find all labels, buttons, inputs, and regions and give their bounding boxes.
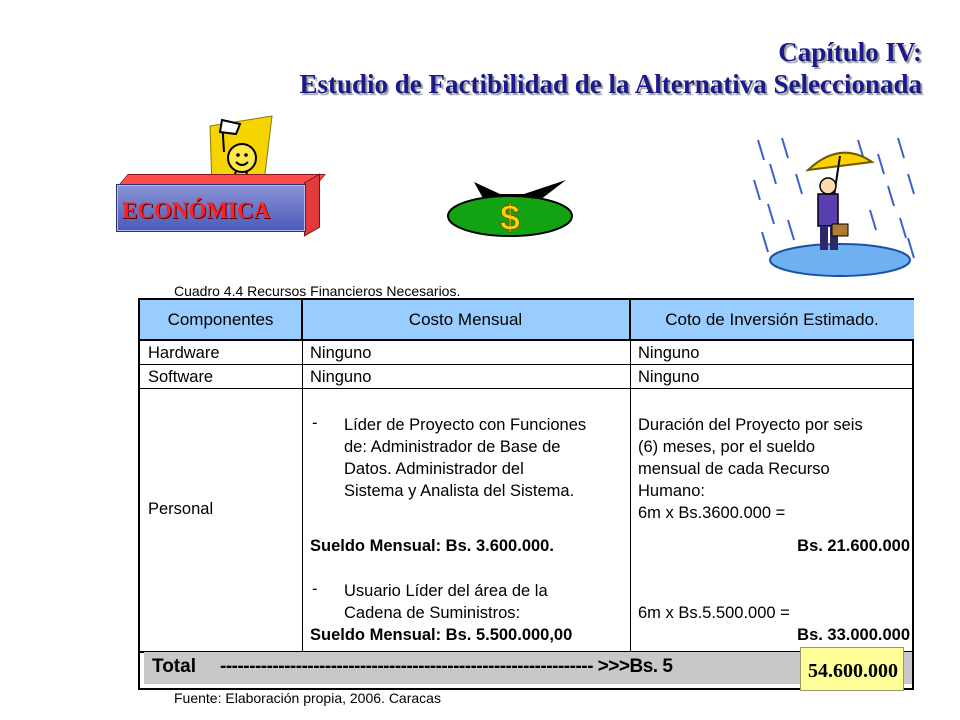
rain-umbrella-person-icon (748, 134, 924, 284)
col-divider-1 (302, 300, 303, 652)
lider-line-2: de: Administrador de Base de (344, 438, 561, 456)
header-costo-mensual: Costo Mensual (302, 300, 630, 340)
money-bag-icon (444, 178, 580, 238)
economica-clipart (112, 112, 322, 242)
lider-line-4: Sistema y Analista del Sistema. (344, 482, 575, 500)
row-divider-hardware (140, 364, 912, 365)
calc-1: 6m x Bs.3600.000 = (638, 504, 786, 522)
total-leader: ---------------------------------------------------------------- >>>Bs. 5 (220, 656, 673, 677)
badge-label: ECONÓMICA (122, 198, 271, 223)
usuario-line-1: Usuario Líder del área de la (344, 582, 548, 600)
header-inversion: Coto de Inversión Estimado. (630, 300, 914, 340)
total-label: Total (152, 656, 196, 677)
lider-line-3: Datos. Administrador del (344, 460, 524, 478)
row-software-costo: Ninguno (310, 368, 372, 386)
usuario-line-2: Cadena de Suministros: (344, 604, 521, 622)
duracion-line-4: Humano: (638, 482, 705, 500)
row-divider-software (140, 388, 912, 389)
row-hardware-label: Hardware (148, 344, 220, 362)
col-divider-2 (630, 300, 631, 652)
dollar-sign: $ (499, 197, 521, 238)
row-hardware-costo: Ninguno (310, 344, 372, 362)
row-hardware-inversion: Ninguno (638, 344, 700, 362)
sueldo-2: Sueldo Mensual: Bs. 5.500.000,00 (310, 626, 573, 644)
badge-side (304, 173, 320, 236)
table-source: Fuente: Elaboración propia, 2006. Caracas (174, 690, 441, 706)
slide-title (299, 36, 922, 100)
row-software-inversion: Ninguno (638, 368, 700, 386)
calc-2: 6m x Bs.5.500.000 = (638, 604, 790, 622)
chapter-subtitle: Estudio de Factibilidad de la Alternativa Seleccionada (299, 69, 922, 99)
result-1: Bs. 21.600.000 (797, 537, 910, 555)
duracion-line-2: (6) meses, por el sueldo (638, 438, 815, 456)
row-software-label: Software (148, 368, 214, 386)
bullet-dash-2: - (312, 580, 318, 598)
header-componentes: Componentes (140, 300, 302, 340)
row-divider-header (140, 340, 912, 341)
sueldo-1: Sueldo Mensual: Bs. 3.600.000. (310, 537, 554, 555)
bullet-dash-1: - (312, 414, 318, 432)
lider-line-1: Líder de Proyecto con Funciones (344, 416, 587, 434)
resources-table (138, 298, 914, 690)
duracion-line-1: Duración del Proyecto por seis (638, 416, 863, 434)
row-personal-label: Personal (148, 500, 214, 518)
duracion-line-3: mensual de cada Recurso (638, 460, 830, 478)
table-caption: Cuadro 4.4 Recursos Financieros Necesarios. (174, 283, 461, 299)
total-value: 54.600.000 (808, 660, 898, 682)
chapter-title: Capítulo IV: (778, 37, 922, 67)
total-row (144, 652, 912, 684)
result-2: Bs. 33.000.000 (797, 626, 910, 644)
